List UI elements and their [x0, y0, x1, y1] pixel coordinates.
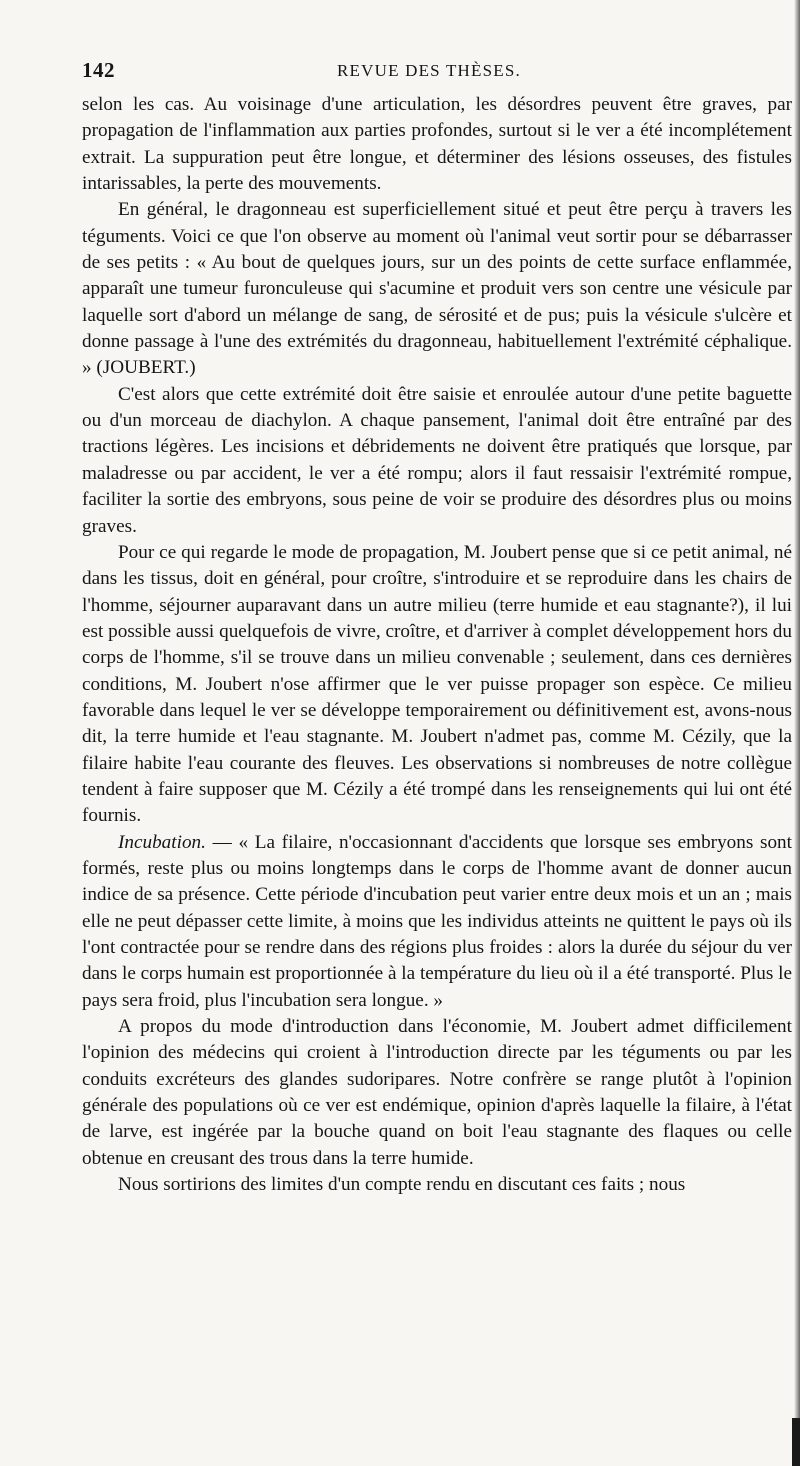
- paragraph-text: Pour ce qui regarde le mode de propagation, M. Joubert pense que si ce petit animal, né dans les tissus, doit en général, pour croître, s'introduire et se reproduire dans les chairs de l'homme, séjourner auparavant dans un autre milieu (terre humide et eau stagnante?), il lui est possible aussi quelquefois de vivre, croître, et d'arriver à complet développement hors du corps de l'homme, s'il se trouve dans un milieu convenable ; seulement, dans ces dernières conditions, M. Joubert n'ose affirmer que le ver puisse propager son espèce. Ce milieu favorable dans lequel le ver se développe temporairement ou définitivement est, avons-nous dit, la terre humide et l'eau stagnante. M. Joubert n'admet pas, comme M. Cézily, que la filaire habite l'eau courante des fleuves. Les observations si nombreuses de notre collègue tendent à faire supposer que M. Cézily a été trompé dans les renseignements qui lui ont été fournis.: [82, 541, 792, 827]
- paragraph: [82, 92, 792, 197]
- page-edge-shadow: [794, 0, 800, 1466]
- book-page: [82, 58, 792, 1458]
- paragraph-text: C'est alors que cette extrémité doit être saisie et enroulée autour d'une petite baguette ou d'un morceau de diachylon. A chaque pansement, l'animal doit être entraîné par des tractions légères. Les incisions et débridements ne doivent être pratiqués que lorsque, par maladresse ou par accident, le ver a été rompu; alors il faut ressaisir l'extrémité rompue, faciliter la sortie des embryons, sous peine de voir se produire des désordres plus ou moins graves.: [82, 383, 792, 537]
- page-header: [82, 58, 792, 88]
- paragraph: [82, 830, 792, 1014]
- section-heading-incubation: Incubation.: [118, 831, 206, 853]
- paragraph: [82, 1014, 792, 1172]
- paragraph-text: — « La filaire, n'occasionnant d'accidents que lorsque ses embryons sont formés, reste plus ou moins longtemps dans le corps de l'homme avant de donner aucun indice de sa présence. Cette période d'incubation peut varier entre deux mois et un an ; mais elle ne peut dépasser cette limite, à moins que les individus atteints ne quittent le pays où ils l'ont contractée pour se rendre dans des régions plus froides : alors la durée du séjour du ver dans le corps humain est proportionnée à la température du lieu où il a été transporté. Plus le pays sera froid, plus l'incubation sera longue. »: [82, 831, 792, 1011]
- running-title: REVUE DES THÈSES.: [337, 61, 521, 80]
- paragraph-text: Nous sortirions des limites d'un compte rendu en discutant ces faits ; nous: [118, 1174, 686, 1196]
- paragraph: [82, 1172, 792, 1198]
- paragraph-text: En général, le dragonneau est superficiellement situé et peut être perçu à travers les téguments. Voici ce que l'on observe au moment où l'animal veut sortir pour se débarrasser de ses petits : « Au bout de quelques jours, sur un des points de cette surface enflammée, apparaît une tumeur furonculeuse qui s'acumine et produit vers son centre une vésicule par laquelle sort d'abord un mélange de sang, de sérosité et de pus; puis la vésicule s'ulcère et donne passage à l'une des extrémités du dragonneau, habituellement l'extrémité céphalique. » (JOUBERT.): [82, 199, 792, 379]
- paragraph-text: selon les cas. Au voisinage d'une articulation, les désordres peuvent être graves, par propagation de l'inflammation aux parties profondes, surtout si le ver a été incomplétement extrait. La suppuration peut être longue, et déterminer des lésions osseuses, des fistules intarissables, la perte des mouvements.: [82, 94, 792, 195]
- paragraph-text: A propos du mode d'introduction dans l'économie, M. Joubert admet difficilement l'opinion des médecins qui croient à l'introduction directe par les téguments ou par les conduits excréteurs des glandes sudoripares. Notre confrère se range plutôt à l'opinion générale des populations où ce ver est endémique, opinion d'après laquelle la filaire, à l'état de larve, est ingérée par la bouche quand on boit l'eau stagnante des flaques ou celle obtenue en creusant des trous dans la terre humide.: [82, 1016, 792, 1169]
- paragraph: [82, 540, 792, 830]
- page-number: 142: [82, 58, 115, 82]
- paragraph: [82, 382, 792, 540]
- paragraph: [82, 197, 792, 381]
- body-text: [82, 92, 792, 1198]
- scan-corner-mark: [792, 1418, 800, 1466]
